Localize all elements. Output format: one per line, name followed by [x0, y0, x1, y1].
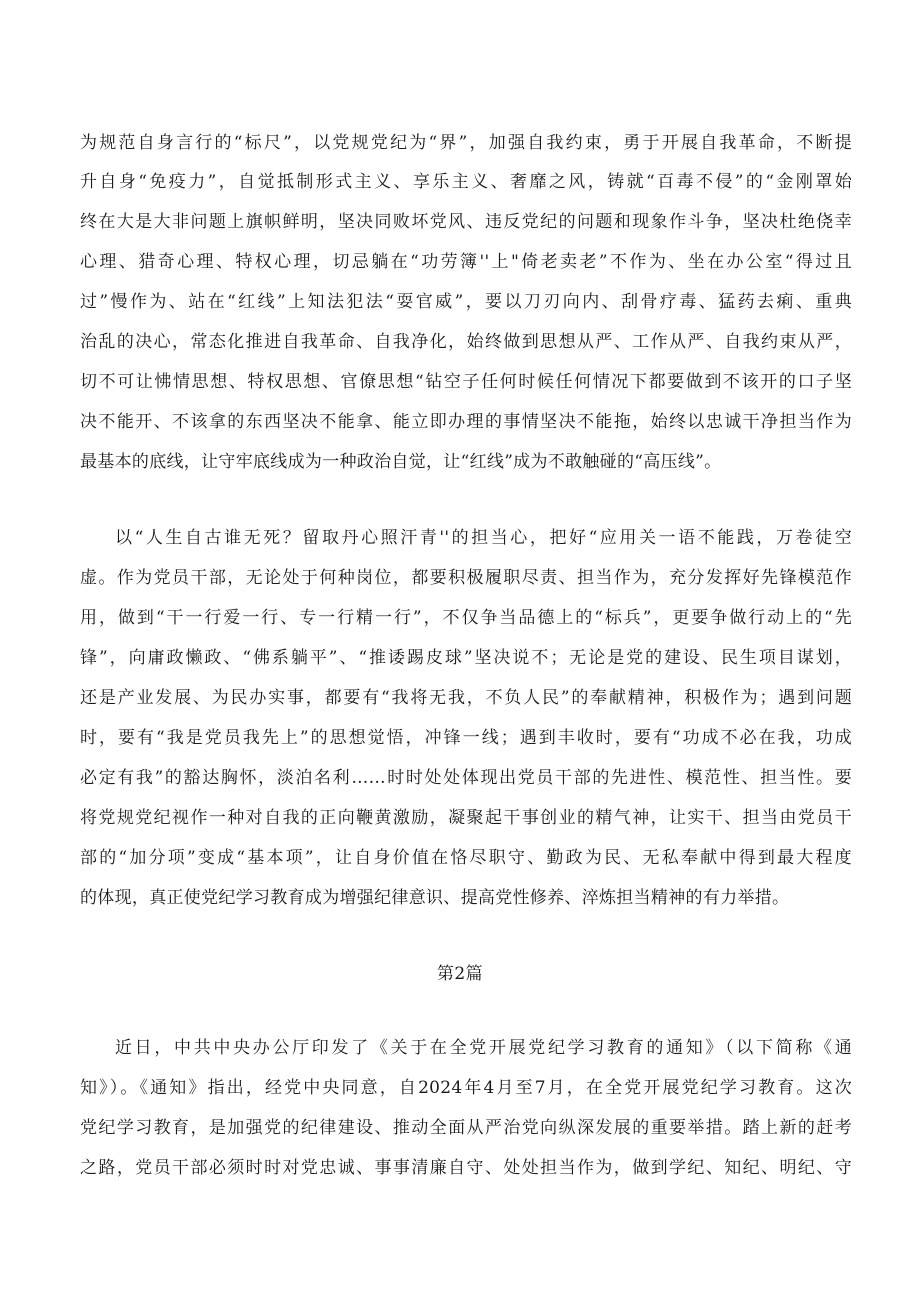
- text-line: 部的“加分项”变成“基本项”，让自身价值在恪尽职守、勤政为民、无私奉献中得到最大程度: [80, 848, 852, 868]
- text-line: 过”慢作为、站在“红线”上知法犯法“耍官威”，要以刀刃向内、刮骨疗毒、猛药去痢、重典: [80, 292, 852, 312]
- text-line: 必定有我”的豁达胸怀，淡泊名利……时时处处体现出党员干部的先进性、模范性、担当性。要: [80, 768, 852, 788]
- text-line: 心理、猎奇心理、特权心理，切忌躺在“功劳簿''上"倚老卖老”不作为、坐在办公室“得过且: [80, 252, 852, 272]
- section-heading: 第2篇: [436, 964, 484, 984]
- text-line: 最基本的底线，让守牢底线成为一种政治自觉，让“红线”成为不敢触碰的“高压线”。: [80, 452, 722, 472]
- text-line: 虚。作为党员干部，无论处于何种岗位，都要积极履职尽责、担当作为，充分发挥好先锋模范作: [80, 568, 852, 588]
- text-line: 时，要有“我是党员我先上”的思想觉悟，冲锋一线；遇到丰收时，要有“功成不必在我，功成: [80, 728, 852, 748]
- text-line: 的体现，真正使党纪学习教育成为增强纪律意识、提高党性修养、淬炼担当精神的有力举措。: [80, 888, 790, 908]
- text-line: 还是产业发展、为民办实事，都要有“我将无我，不负人民”的奉献精神，积极作为；遇到问题: [80, 688, 852, 708]
- text-line: 切不可让怫情思想、特权思想、官僚思想“钻空子任何时候任何情况下都要做到不该开的口子坚: [80, 372, 852, 392]
- text-line: 治乱的决心，常态化推进自我革命、自我净化，始终做到思想从严、工作从严、自我约束从严，: [80, 332, 852, 352]
- text-line: 知》）。《通知》指出，经党中央同意，自2024年4月至7月，在全党开展党纪学习教育。这次: [80, 1078, 852, 1098]
- text-line: 党纪学习教育，是加强党的纪律建设、推动全面从严治党向纵深发展的重要举措。踏上新的赶考: [80, 1118, 852, 1138]
- text-line: 锋”，向庸政懒政、“佛系躺平”、“推诿踢皮球”坚决说不；无论是党的建设、民生项目谋划，: [80, 648, 852, 668]
- text-line: 为规范自身言行的“标尺”，以党规党纪为“界”，加强自我约束，勇于开展自我革命，不断提: [80, 133, 852, 153]
- text-line: 之路，党员干部必须时时对党忠诚、事事清廉自守、处处担当作为，做到学纪、知纪、明纪、守: [80, 1158, 852, 1178]
- text-line: 升自身“免疫力”，自觉抵制形式主义、享乐主义、奢靡之风，铸就“百毒不侵”的“金刚罩始: [80, 172, 852, 192]
- text-line: 近日，中共中央办公厅印发了《关于在全党开展党纪学习教育的通知》（以下简称《通: [115, 1038, 852, 1058]
- text-line: 将党规党纪视作一种对自我的正向鞭黄激励，凝聚起干事创业的精气神，让实干、担当由党员干: [80, 808, 852, 828]
- text-line: 以“人生自古谁无死？留取丹心照汗青''的担当心，把好“应用关一语不能践，万卷徒空: [115, 528, 852, 548]
- text-line: 终在大是大非问题上旗帜鲜明，坚决同败坏党风、违反党纪的问题和现象作斗争，坚决杜绝侥幸: [80, 212, 852, 232]
- text-line: 用，做到“干一行爱一行、专一行精一行”，不仅争当品德上的“标兵”，更要争做行动上的“先: [80, 608, 852, 628]
- text-line: 决不能开、不该拿的东西坚决不能拿、能立即办理的事情坚决不能拖，始终以忠诚干净担当作为: [80, 412, 852, 432]
